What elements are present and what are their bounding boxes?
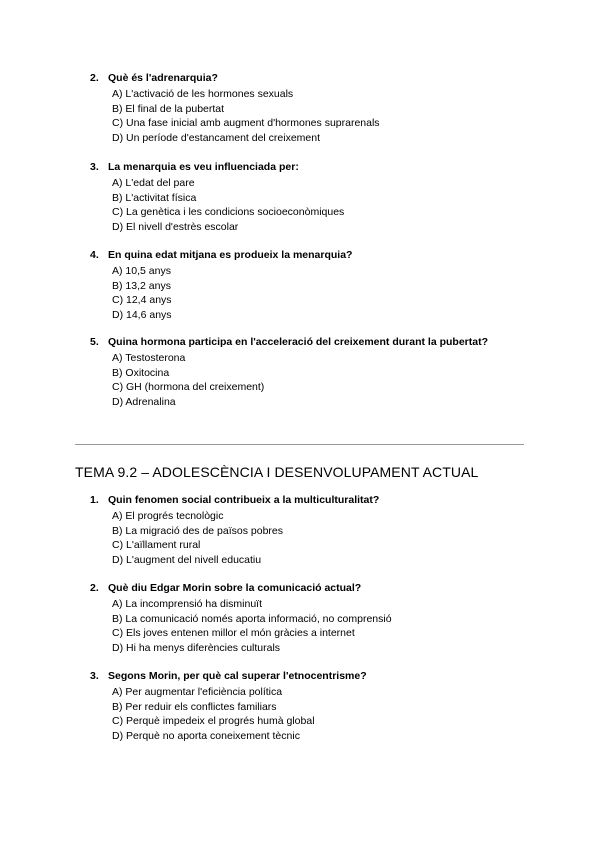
question-heading (90, 335, 560, 349)
option-a: A) L'activació de les hormones sexuals (112, 88, 294, 100)
option-c: C) 12,4 anys (112, 294, 172, 307)
question-heading (90, 581, 560, 595)
question-text: Segons Morin, per què cal superar l'etnocentrisme? (108, 670, 367, 682)
question-5 (90, 335, 560, 409)
section-title: TEMA 9.2 – ADOLESCÈNCIA I DESENVOLUPAMENT ACTUAL (75, 464, 479, 480)
section2-question-3 (90, 669, 560, 743)
question-text: Quin fenomen social contribueix a la multiculturalitat? (108, 494, 380, 506)
option-b: B) La comunicació només aporta informació, no comprensió (112, 612, 392, 625)
option-d: D) Perquè no aporta coneixement tècnic (112, 729, 300, 742)
option-b: B) Oxitocina (112, 366, 170, 379)
option-c: C) Una fase inicial amb augment d'hormones suprarenals (112, 117, 380, 130)
option-c: C) L'aïllament rural (112, 539, 201, 552)
section2-question-2 (90, 581, 560, 655)
option-a: A) La incomprensió ha disminuït (112, 598, 262, 610)
question-text: La menarquia es veu influenciada per: (108, 161, 299, 173)
option-list (112, 87, 560, 145)
question-heading (90, 669, 560, 683)
section2-question-1 (90, 493, 560, 567)
option-a: A) Testosterona (112, 352, 186, 364)
question-text: Què és l'adrenarquia? (108, 72, 218, 84)
option-b: B) La migració des de països pobres (112, 524, 284, 537)
question-number: 2. (90, 582, 99, 594)
question-heading (90, 248, 560, 262)
option-d: D) Adrenalina (112, 395, 176, 408)
question-heading (90, 71, 560, 85)
question-number: 5. (90, 336, 99, 348)
question-number: 2. (90, 72, 99, 84)
option-b: B) Per reduir els conflictes familiars (112, 700, 277, 713)
question-number: 3. (90, 670, 99, 682)
option-a: A) 10,5 anys (112, 265, 171, 277)
section-divider (75, 444, 524, 445)
question-text: En quina edat mitjana es produeix la menarquia? (108, 249, 353, 261)
option-a: A) El progrés tecnològic (112, 510, 224, 522)
option-d: D) 14,6 anys (112, 308, 172, 321)
option-list (112, 597, 560, 655)
option-list (112, 351, 560, 409)
question-number: 3. (90, 161, 99, 173)
option-list (112, 264, 560, 322)
question-3 (90, 160, 560, 234)
question-text: Quina hormona participa en l'acceleració del creixement durant la pubertat? (108, 336, 489, 348)
question-number: 1. (90, 494, 99, 506)
option-b: B) El final de la pubertat (112, 102, 225, 115)
option-b: B) L'activitat física (112, 191, 197, 204)
option-list (112, 509, 560, 567)
option-d: D) Hi ha menys diferències culturals (112, 641, 281, 654)
option-a: A) Per augmentar l'eficiència política (112, 686, 283, 698)
option-d: D) El nivell d'estrès escolar (112, 220, 239, 233)
option-list (112, 685, 560, 743)
option-a: A) L'edat del pare (112, 177, 195, 189)
question-number: 4. (90, 249, 99, 261)
option-b: B) 13,2 anys (112, 279, 171, 292)
option-c: C) La genètica i les condicions socioeconòmiques (112, 206, 345, 219)
question-heading (90, 160, 560, 174)
option-d: D) Un període d'estancament del creixement (112, 131, 321, 144)
question-text: Què diu Edgar Morin sobre la comunicació actual? (108, 582, 362, 594)
option-c: C) Perquè impedeix el progrés humà global (112, 715, 315, 728)
question-4 (90, 248, 560, 322)
question-2 (90, 71, 560, 145)
option-c: C) Els joves entenen millor el món gràcies a internet (112, 627, 355, 640)
option-d: D) L'augment del nivell educatiu (112, 553, 262, 566)
option-list (112, 176, 560, 234)
option-c: C) GH (hormona del creixement) (112, 381, 265, 394)
question-heading (90, 493, 560, 507)
